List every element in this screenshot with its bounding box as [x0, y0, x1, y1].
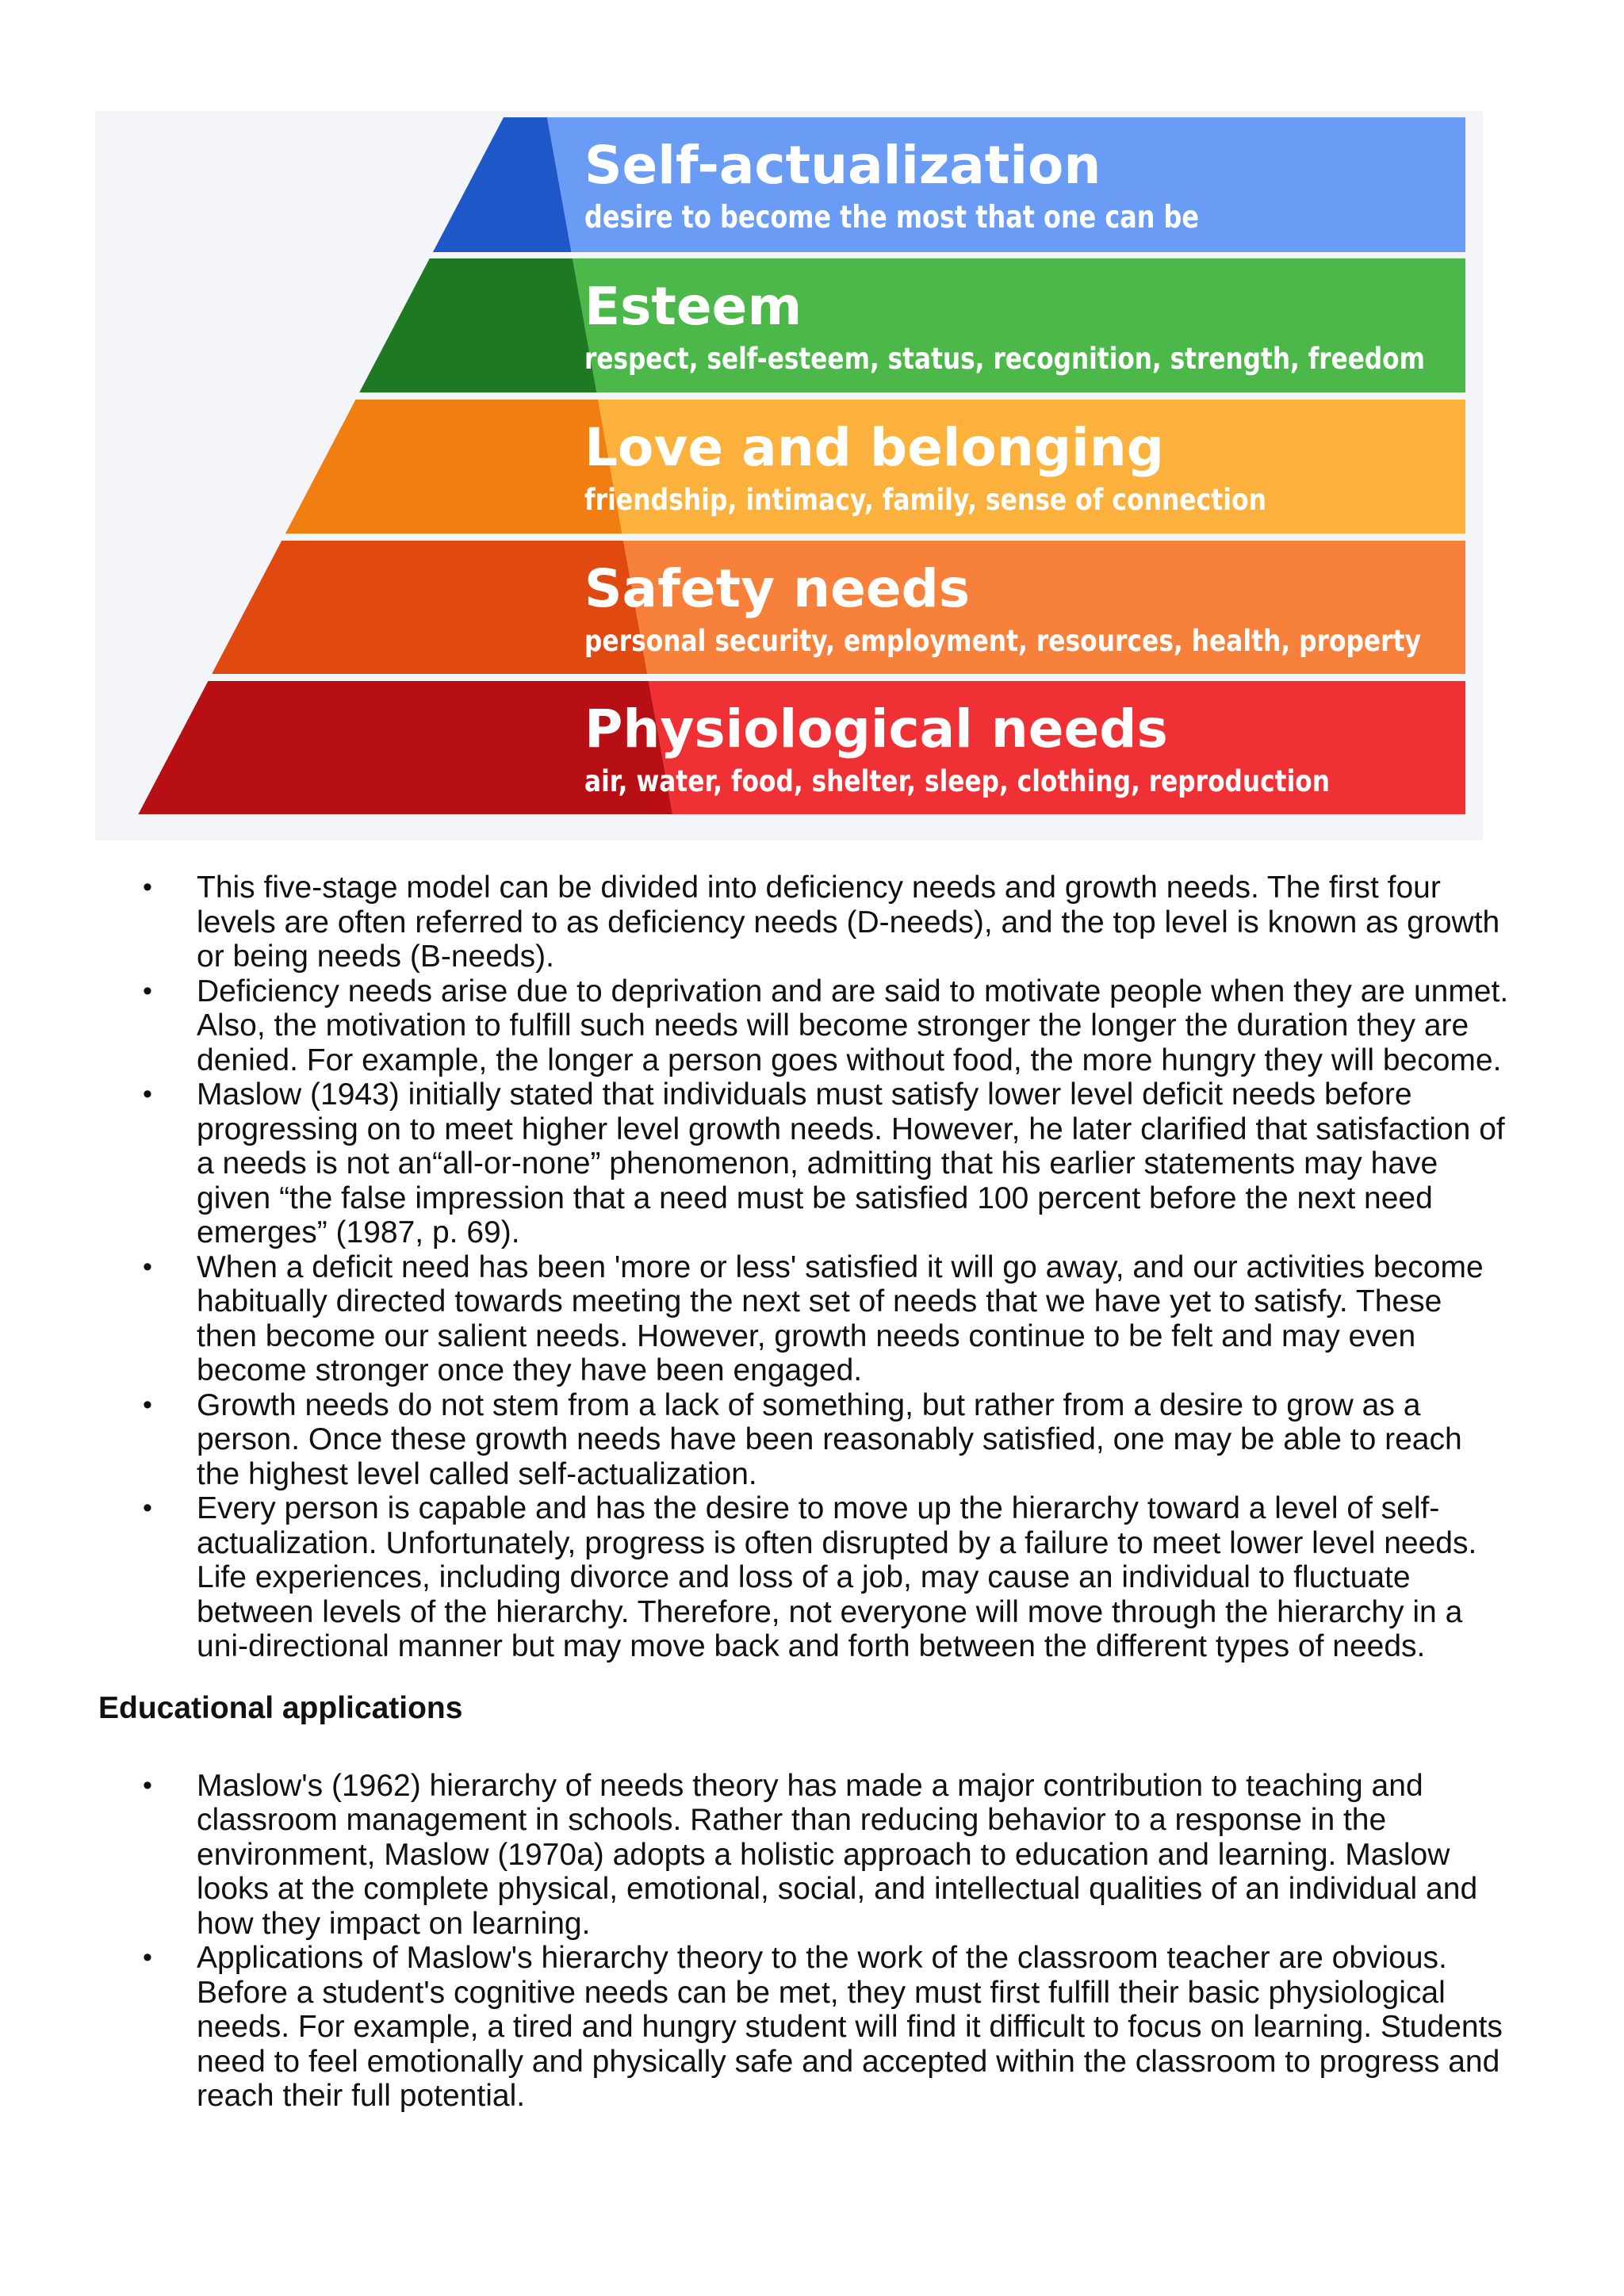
list-item: • Deficiency needs arise due to deprivation and are said to motivate people when they are unmet. Also, the motivation to fulfill such needs will become stronger the longer the duration they are denied. For example, the longer a person goes without food, the more hungry they will become. — [197, 974, 1510, 1078]
tier-subtitle: personal security, employment, resources, health, property — [584, 624, 1421, 658]
tier-title: Physiological needs — [584, 698, 1168, 760]
list-item: • Applications of Maslow's hierarchy theory to the work of the classroom teacher are obvious. Before a student's cognitive needs can be met, they must first fulfill their basic physiological needs. For example, a tired and hungry student will find it difficult to focus on learning. Students need to feel emotionally and physically safe and accepted within the classroom to progress and reach their full potential. — [197, 1941, 1510, 2114]
bullet-list-hierarchy — [98, 871, 1510, 1664]
list-item: • Maslow's (1962) hierarchy of needs theory has made a major contribution to teaching and classroom management in schools. Rather than reducing behavior to a response in the environment, Maslow (1970a) adopts a holistic approach to education and learning. Maslow looks at the complete physical, emotional, social, and intellectual qualities of an individual and how they impact on learning. — [197, 1769, 1510, 1942]
list-item: • Maslow (1943) initially stated that individuals must satisfy lower level deficit needs before progressing on to meet higher level growth needs. However, he later clarified that satisfaction of a needs is not an“all-or-none” phenomenon, admitting that his earlier statements may have given “the false impression that a need must be satisfied 100 percent before the next need emerges” (1987, p. 69). — [197, 1077, 1510, 1250]
tier-shade — [359, 258, 596, 392]
tier-subtitle: friendship, intimacy, family, sense of connection — [584, 483, 1266, 517]
list-item: • Every person is capable and has the desire to move up the hierarchy toward a level of self-actualization. Unfortunately, progress is often disrupted by a failure to meet lower level needs. Life experiences, including divorce and loss of a job, may cause an individual to fluctuate between levels of the hierarchy. Therefore, not everyone will move through the hierarchy in a uni-directional manner but may move back and forth between the different types of needs. — [197, 1491, 1510, 1664]
tier-shade — [285, 400, 622, 534]
tier-physiological-needs — [138, 681, 1465, 814]
list-item: • This five-stage model can be divided into deficiency needs and growth needs. The first four levels are often referred to as deficiency needs (D-needs), and the top level is known as growth or being needs (B-needs). — [197, 871, 1510, 974]
tier-esteem — [359, 258, 1465, 392]
tier-subtitle: respect, self-esteem, status, recognition, strength, freedom — [584, 342, 1425, 376]
list-item: • When a deficit need has been 'more or less' satisfied it will go away, and our activities become habitually directed towards meeting the next set of needs that we have yet to satisfy. These then become our salient needs. However, growth needs continue to be felt and may even become stronger once they have been engaged. — [197, 1250, 1510, 1388]
tier-shade — [212, 541, 647, 674]
list-item: • Growth needs do not stem from a lack of something, but rather from a desire to grow as a person. Once these growth needs have been reasonably satisfied, one may be able to reach the highest level called self-actualization. — [197, 1388, 1510, 1492]
tier-self-actualization — [433, 117, 1465, 252]
tier-title: Safety needs — [584, 558, 971, 619]
tier-subtitle: air, water, food, shelter, sleep, clothing, reproduction — [584, 764, 1330, 798]
document-body — [98, 871, 1510, 2114]
tier-love-and-belonging — [285, 400, 1465, 534]
tier-title: Esteem — [584, 276, 802, 337]
tier-title: Self-actualization — [584, 135, 1101, 196]
section-heading-educational-applications: Educational applications — [98, 1690, 463, 1725]
tier-subtitle: desire to become the most that one can be — [584, 200, 1199, 235]
tier-title: Love and belonging — [584, 417, 1164, 478]
maslow-pyramid-figure — [95, 111, 1483, 840]
tier-shade — [433, 117, 572, 252]
pyramid-svg — [95, 111, 1483, 840]
bullet-list-educational — [98, 1769, 1510, 2114]
tier-safety-needs — [212, 541, 1465, 674]
